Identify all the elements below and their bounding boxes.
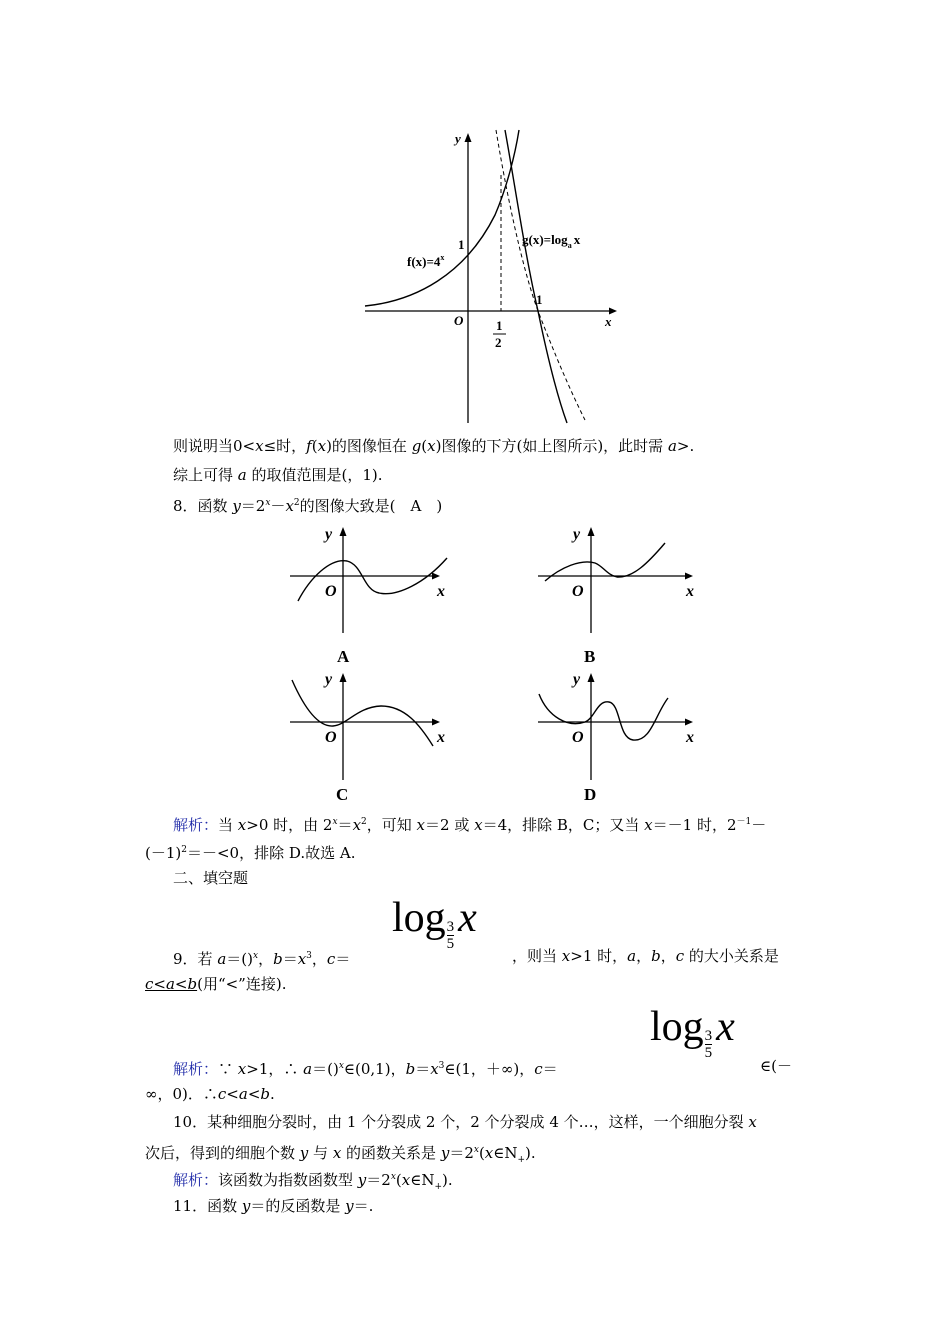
origin-label: O bbox=[572, 583, 584, 600]
question-11: 11．函数 y＝的反函数是 y＝. bbox=[173, 1197, 374, 1215]
question-10-line-1: 10．某种细胞分裂时，由 1 个分裂成 2 个，2 个分裂成 4 个…，这样，一个细胞分裂 x bbox=[173, 1113, 757, 1131]
x-one-label: 1 bbox=[536, 292, 543, 307]
y-axis-label: y bbox=[325, 526, 333, 543]
y-axis-arrow-icon bbox=[340, 527, 347, 536]
question-10-line-2: 次后，得到的细胞个数 y 与 x 的函数关系是 $y=2^x(x\in N_+)$. bbox=[145, 1144, 536, 1165]
graph-option-a bbox=[285, 523, 460, 668]
log-expression-q9: log $\frac{3}{5}$ x bbox=[392, 895, 477, 952]
graph-option-b bbox=[533, 523, 708, 668]
question-9-line-2: c<a<b(用“<”连接). bbox=[145, 975, 287, 993]
y-axis-label: y bbox=[455, 131, 461, 146]
curve bbox=[292, 680, 433, 746]
graph-option-c bbox=[285, 670, 460, 810]
graph-option-d bbox=[533, 670, 708, 810]
solution-9-line-1: 解析：∵ x>1，∴ a＝()$^x$∈(0,1)，$b=x^3\in(1$，＋∞)，c＝ bbox=[173, 1060, 558, 1078]
f-label: $f(x)=4^x$ bbox=[407, 253, 445, 269]
x-axis-arrow-icon bbox=[685, 573, 693, 580]
solution-8-line-1: 解析：当 x>0 时，由 $2^x=x^2$，可知 x＝2 或 x＝4，排除 B，C；又当 x＝－1 时，$2^{-1}-$ bbox=[173, 816, 767, 834]
y-axis-arrow-icon bbox=[588, 527, 595, 536]
x-axis-label: x bbox=[605, 314, 612, 329]
solution-8-line-2: $(-1)^2=-<0$，排除 D.故选 A. bbox=[145, 844, 356, 862]
y-axis-arrow-icon bbox=[340, 673, 347, 682]
f-curve bbox=[365, 130, 519, 306]
option-caption: C bbox=[336, 785, 349, 804]
y-axis-label: y bbox=[573, 526, 581, 543]
curve bbox=[539, 694, 668, 740]
solution-10: 解析：该函数为指数函数型 $y=2^x(x\in N_+)$. bbox=[173, 1171, 453, 1192]
origin-label: O bbox=[572, 729, 584, 746]
x-axis-label: x bbox=[686, 729, 694, 746]
half-numerator: 1 bbox=[496, 318, 503, 333]
question-9-line-1: 9．若 a＝()$^x$，$b=x^3$，c＝ bbox=[173, 950, 351, 968]
y-axis-arrow-icon bbox=[588, 673, 595, 682]
section-heading: 二、填空题 bbox=[173, 869, 249, 887]
question-9-line-1-tail: ，则当 x>1 时，a，b，c 的大小关系是 bbox=[512, 947, 779, 965]
solution-9-line-1-tail: ∈(－ bbox=[760, 1057, 792, 1075]
x-axis-arrow-icon bbox=[685, 719, 693, 726]
option-caption: A bbox=[337, 647, 350, 666]
x-axis-arrow-icon bbox=[432, 573, 440, 580]
origin-label: O bbox=[325, 729, 337, 746]
option-caption: B bbox=[584, 647, 596, 666]
x-axis-label: x bbox=[437, 729, 445, 746]
y-one-label: 1 bbox=[458, 237, 465, 252]
solution-label: 解析： bbox=[173, 1060, 219, 1078]
x-axis-label: x bbox=[437, 583, 445, 600]
origin-label: O bbox=[325, 583, 337, 600]
solution-label: 解析： bbox=[173, 1171, 219, 1189]
half-denominator: 2 bbox=[495, 335, 502, 350]
x-axis-label: x bbox=[686, 583, 694, 600]
curve bbox=[545, 543, 665, 581]
answer-9: c<a<b bbox=[145, 975, 198, 993]
option-caption: D bbox=[584, 785, 597, 804]
origin-label: O bbox=[454, 313, 464, 328]
y-axis-label: y bbox=[325, 671, 333, 688]
g-label: $g(x)=\log_a$ x bbox=[522, 232, 581, 250]
y-axis-label: y bbox=[573, 671, 581, 688]
log-expression-sol9: log $\frac{3}{5}$ x bbox=[650, 1004, 735, 1061]
solution-9-line-2: ∞，0)．∴c<a<b. bbox=[145, 1085, 275, 1103]
paragraph-explanation: 则说明当0<x≤时，f(x)的图像恒在 g(x)图像的下方(如上图所示)，此时需 a>. bbox=[173, 437, 695, 455]
solution-label: 解析： bbox=[173, 816, 219, 834]
x-axis-arrow-icon bbox=[432, 719, 440, 726]
question-8: 8．函数 $y=2^x-x^2$的图像大致是( A ) bbox=[173, 497, 443, 515]
g-curve bbox=[505, 130, 567, 423]
paragraph-conclusion: 综上可得 a 的取值范围是(，1). bbox=[173, 466, 383, 484]
figure-exp-log bbox=[355, 125, 630, 430]
curve bbox=[298, 558, 447, 601]
y-axis-arrow-icon bbox=[465, 133, 472, 142]
